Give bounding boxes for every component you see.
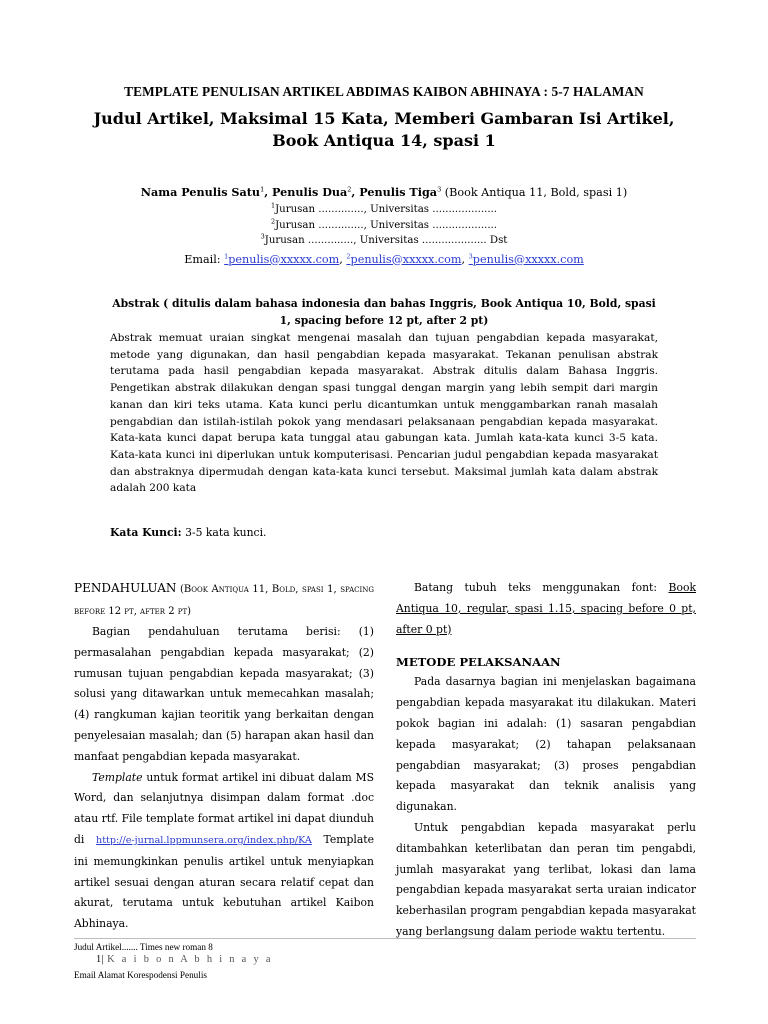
affiliation-text-3: Jurusan .............., Universitas .................... Dst [264,235,508,246]
email-sep-2: , [461,252,469,266]
keywords-line [110,524,658,541]
email-label: Email: [184,252,225,266]
affiliation-sup-3: 3 [260,232,265,241]
article-title: Judul Artikel, Maksimal 15 Kata, Memberi Gambaran Isi Artikel, Book Antiqua 14, spasi 1 [93,109,675,150]
pendahuluan-paragraph-2-b: Template ini memungkinkan penulis artikel untuk menyiapkan artikel sesuai dengan aturan secara relatif cepat dan akurat, terutama untuk kebutuhan artikel Kaibon Abhinaya. [74,832,375,931]
affiliation-sup-1: 1 [270,201,276,210]
left-column [74,578,374,935]
affiliation-1 [70,202,698,218]
pendahuluan-heading-note: (Book Antiqua 11, Bold, spasi 1, spacing before 12 pt, after 2 pt) [74,584,374,617]
pendahuluan-paragraph-1: Bagian pendahuluan terutama berisi: (1) permasalahan pengabdian kepada masyarakat; (2) rumusan tujuan pengabdian kepada masyarakat; (3) solusi yang ditawarkan untuk memecahkan masalah; (4) rangkuman kajian teoritik yang berkaitan dengan penyelesaian masalah; dan (5) harapan akan hasil dan manfaat pengabdian kepada masyarakat. [74,625,374,763]
body-font-underlined: Book Antiqua 10, regular, spasi 1.15, spacing before 0 pt, after 0 pt) [396,581,696,636]
author-sup-2: 2 [347,185,352,194]
page-number: 1 [96,954,102,965]
affiliation-2 [70,218,698,234]
affiliation-3 [70,233,698,249]
author-name-2: Penulis Dua [272,185,348,199]
email-text-1: penulis@xxxxx.com [228,252,340,266]
body-font-text: Batang tubuh teks menggunakan font: [414,581,669,594]
author-name-1: Nama Penulis Satu [140,185,261,199]
keywords-value: 3-5 kata kunci. [181,526,267,539]
journal-name: K a i b o n A b h i n a y a [107,954,273,965]
email-text-3: penulis@xxxxx.com [472,252,584,266]
pendahuluan-heading [74,578,374,622]
email-sup-3: 3 [468,251,473,260]
affiliation-sup-2: 2 [270,217,276,226]
author-sep-1: , [264,185,272,199]
email-sup-1: 1 [224,251,229,260]
email-link-3[interactable] [469,253,584,266]
email-sep-1: , [339,252,347,266]
pendahuluan-heading-main: PENDAHULUAN [74,581,177,595]
footer-email-note: Email Alamat Korespodensi Penulis [74,970,207,980]
affiliation-text-1: Jurusan .............., Universitas .................... [275,204,498,215]
author-format-note: (Book Antiqua 11, Bold, spasi 1) [441,186,628,199]
author-line [70,183,698,202]
email-line [70,250,698,269]
metode-paragraph-2: Untuk pengabdian kepada masyarakat perlu ditambahkan keterlibatan dan peran tim pengabdi, jumlah masyarakat yang terlibat, lokasi dan lama pengabdian kepada masyarakat serta uraian indicator keberhasilan program pengabdian kepada masyarakat yang berlangsung dalam periode waktu tertentu. [396,820,696,938]
author-sup-1: 1 [260,185,265,194]
footer-divider [74,938,696,939]
authors-block [70,183,698,269]
pendahuluan-paragraph-2 [74,768,374,935]
footer-title-note: Judul Artikel....... Times new roman 8 [74,942,213,952]
right-column [396,578,696,943]
email-link-1[interactable] [224,253,339,266]
pendahuluan-paragraph-2-a: untuk format artikel ini dibuat dalam MS Word, dan selanjutnya disimpan dalam format .doc atau rtf. File template format artikel ini dapat diunduh di [74,770,374,846]
affiliation-text-2: Jurusan .............., Universitas .................... [275,219,498,231]
body-font-paragraph [396,578,696,640]
metode-heading: METODE PELAKSANAAN [396,655,561,670]
page-separator: | [101,954,105,965]
email-link-2[interactable] [346,253,461,266]
footer-page-line [96,953,273,967]
email-sup-2: 2 [346,251,351,260]
abstract-body: Abstrak memuat uraian singkat mengenai masalah dan tujuan pengabdian kepada masyarakat, metode yang digunakan, dan hasil pengabdian kepada masyarakat. Tekanan penulisan abstrak terutama pada hasil pengabdian kepada masyarakat. Abstrak ditulis dalam Bahasa Inggris. Pengetikan abstrak dilakukan dengan spasi tunggal dengan margin yang lebih sempit dari margin kanan dan kiri teks utama. Kata kunci perlu dicantumkan untuk menggambarkan ranah masalah pengabdian dan istilah-istilah pokok yang mendasari pelaksanaan pengabdian kepada masyarakat. Kata-kata kunci dapat berupa kata tunggal atau gabungan kata. Jumlah kata-kata kunci 3-5 kata. Kata-kata kunci ini diperlukan untuk komputerisasi. Pencarian judul pengabdian kepada masyarakat dan abstraknya dipermudah dengan kata-kata kunci tersebut. Maksimal jumlah kata dalam abstrak adalah 200 kata [110,332,658,495]
keywords-label: Kata Kunci: [110,526,182,539]
author-sep-2: , [351,185,360,199]
email-text-2: penulis@xxxxx.com [350,252,462,266]
author-sup-3: 3 [437,185,442,194]
template-download-link[interactable]: http://e-jurnal.lppmunsera.org/index.php/KA [96,834,312,846]
template-italic-word: Template [92,770,143,784]
author-name-3: Penulis Tiga [359,185,438,199]
abstract-title: Abstrak ( ditulis dalam bahasa indonesia dan bahas Inggris, Book Antiqua 10, Bold, spasi 1, spacing before 12 pt, after 2 pt) [112,297,656,327]
metode-paragraph-1: Pada dasarnya bagian ini menjelaskan bagaimana pengabdian kepada masyarakat itu dilakukan. Materi pokok bagian ini adalah: (1) sasaran pengabdian kepada masyarakat; (2) tahapan pelaksanaan pengabdian masyarakat; (3) proses pengabdian kepada masyarakat dan teknik analisis yang digunakan. [396,675,696,814]
template-title: TEMPLATE PENULISAN ARTIKEL ABDIMAS KAIBON ABHINAYA : 5-7 HALAMAN [124,84,644,99]
